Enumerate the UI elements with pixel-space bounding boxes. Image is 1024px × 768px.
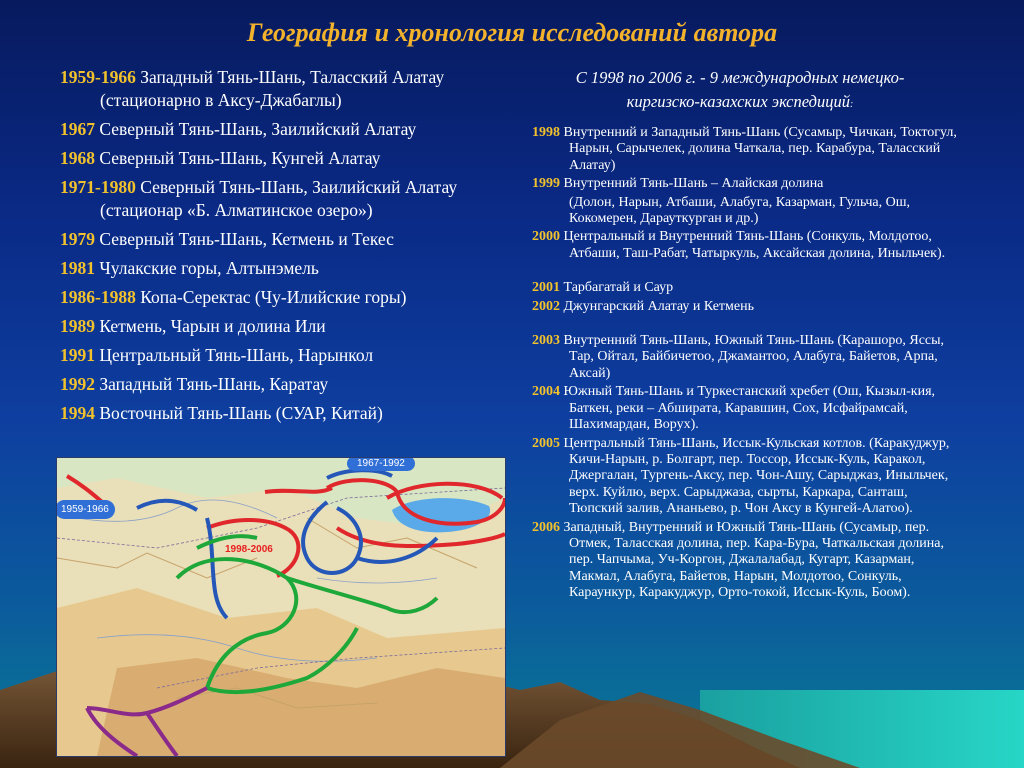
list-item (532, 384, 962, 433)
entry-year: 1998 (532, 125, 560, 140)
list-item (60, 257, 500, 280)
entry-year: 1991 (60, 345, 95, 365)
entry-year: 2003 (532, 333, 560, 349)
entry-text: Центральный Тянь-Шань, Нарынкол (95, 345, 374, 365)
entry-year: 2004 (532, 384, 560, 400)
entry-text: Внутренний Тянь-Шань, Южный Тянь-Шань (Карашоро, Яссы, Тар, Ойтал, Байбичетоо, Джамантоо, Алабуга, Байетов, Арпа, Аксай) (560, 333, 945, 381)
entry-text: Северный Тянь-Шань, Кетмень и Текес (95, 229, 394, 249)
entry-year: 1959-1966 (60, 67, 136, 87)
entry-text: Западный, Внутренний и Южный Тянь-Шань (Сусамыр, пер. Отмек, Таласская долина, пер. Кара-Бура, Чаткальская долина, пер. Чапчыма, Уч-Коргон, Джалалабад, Кугарт, Казарман, Макмал, Алабуга, Байетов, Нарын, Молдотоо, Сонкуль, Караункур, Каракуджур, Орто-токой, Иссык-Куль, Боом). (560, 519, 944, 601)
list-item (60, 344, 500, 367)
list-item (532, 333, 962, 382)
entry-year: 1981 (60, 258, 95, 278)
entry-text: Центральный Тянь-Шань, Иссык-Кульская котлов. (Каракуджур, Кичи-Нарын, р. Болгарт, пер. Тоссор, Иссык-Куль, Каракол, Джергалан, Тургень-Аксу, пер. Чон-Ашу, Сарыджаз, Иныльчек, верх. Куйлю, верх. Сарыджаза, сырты, Каркара, Санташ, Тюпский залив, Ананьево, р. Чон Аксу в Кунгей-Алатоо). (560, 435, 950, 517)
list-item (532, 436, 962, 518)
expeditions-heading-text: С 1998 по 2006 г. - 9 международных немецко-киргизско-казахских экспедиций (575, 68, 905, 111)
route-label-1967-1992: 1967-1992 (347, 457, 415, 471)
entry-text: Западный Тянь-Шань, Таласский Алатау (стационарно в Аксу-Джабаглы) (100, 67, 445, 110)
expeditions-heading (540, 66, 940, 117)
entry-text: Северный Тянь-Шань, Кунгей Алатау (95, 148, 381, 168)
list-item (60, 286, 500, 309)
list-item (60, 315, 500, 338)
left-chronology-list (60, 66, 500, 431)
entry-text: Северный Тянь-Шань, Заилийский Алатау (стационар «Б. Алматинское озеро») (100, 177, 458, 220)
entry-text: Восточный Тянь-Шань (СУАР, Китай) (95, 403, 383, 423)
entry-year: 1971-1980 (60, 177, 136, 197)
list-item (60, 118, 500, 141)
map-image (57, 458, 505, 756)
entry-text: Западный Тянь-Шань, Каратау (95, 374, 329, 394)
list-item (532, 280, 962, 296)
entry-year: 1999 (532, 176, 560, 192)
entry-year: 2002 (532, 298, 560, 314)
list-item (60, 66, 500, 112)
list-item (60, 228, 500, 251)
list-item (60, 147, 500, 170)
entry-year: 2005 (532, 435, 560, 451)
entry-year: 2006 (532, 519, 560, 535)
entry-text: Внутренний Тянь-Шань – Алайская долина (560, 176, 824, 192)
entry-text: Северный Тянь-Шань, Заилийский Алатау (95, 119, 417, 139)
entry-text: Копа-Серектас (Чу-Илийские горы) (135, 287, 407, 307)
expedition-routes-map (56, 457, 506, 757)
entry-text: Тарбагатай и Саур (560, 280, 674, 296)
entry-year: 1989 (60, 316, 95, 336)
page-title: География и хронология исследований автора (246, 18, 778, 47)
entry-year: 1968 (60, 148, 95, 168)
entry-year: 1979 (60, 229, 95, 249)
entry-text: Южный Тянь-Шань и Туркестанский хребет (Ош, Кызыл-кия, Баткен, реки – Абширата, Каравшин, Сох, Исфайрамсай, Шахимардан, Ворух). (560, 384, 936, 433)
list-item-continuation: (Долон, Нарын, Атбаши, Алабуга, Казарман, Гульча, Ош, Кокомерен, Дарауткурган и др.) (569, 194, 910, 227)
list-item (532, 176, 962, 192)
entry-year: 1994 (60, 403, 95, 423)
entry-year: 1992 (60, 374, 95, 394)
list-item (532, 125, 962, 174)
expeditions-list (532, 125, 962, 604)
entry-year: 2000 (532, 229, 560, 245)
entry-year: 1986-1988 (60, 287, 136, 307)
entry-text: Кетмень, Чарын и долина Или (95, 316, 326, 336)
expeditions-heading-tail: : (850, 99, 854, 110)
route-label-1959-1966: 1959-1966 (56, 500, 115, 519)
entry-text: Чулакские горы, Алтынэмель (95, 258, 319, 278)
list-item (60, 402, 500, 425)
list-item (532, 520, 962, 602)
list-item (532, 229, 962, 262)
route-label-1998-2006: 1998-2006 (225, 544, 273, 555)
entry-text: Джунгарский Алатау и Кетмень (560, 298, 754, 314)
entry-year: 1967 (60, 119, 95, 139)
entry-year: 2001 (532, 280, 560, 296)
list-item (532, 299, 962, 315)
entry-text: Внутренний и Западный Тянь-Шань (Сусамыр, Чичкан, Токтогул, Нарын, Сарычелек, долина Чаткала, пер. Карабура, Таласский Алатау) (560, 125, 957, 173)
list-item (60, 176, 500, 222)
entry-text: Центральный и Внутренний Тянь-Шань (Сонкуль, Молдотоо, Атбаши, Таш-Рабат, Чатыркуль, Аксайская долина, Иныльчек). (560, 229, 946, 261)
list-item (60, 373, 500, 396)
